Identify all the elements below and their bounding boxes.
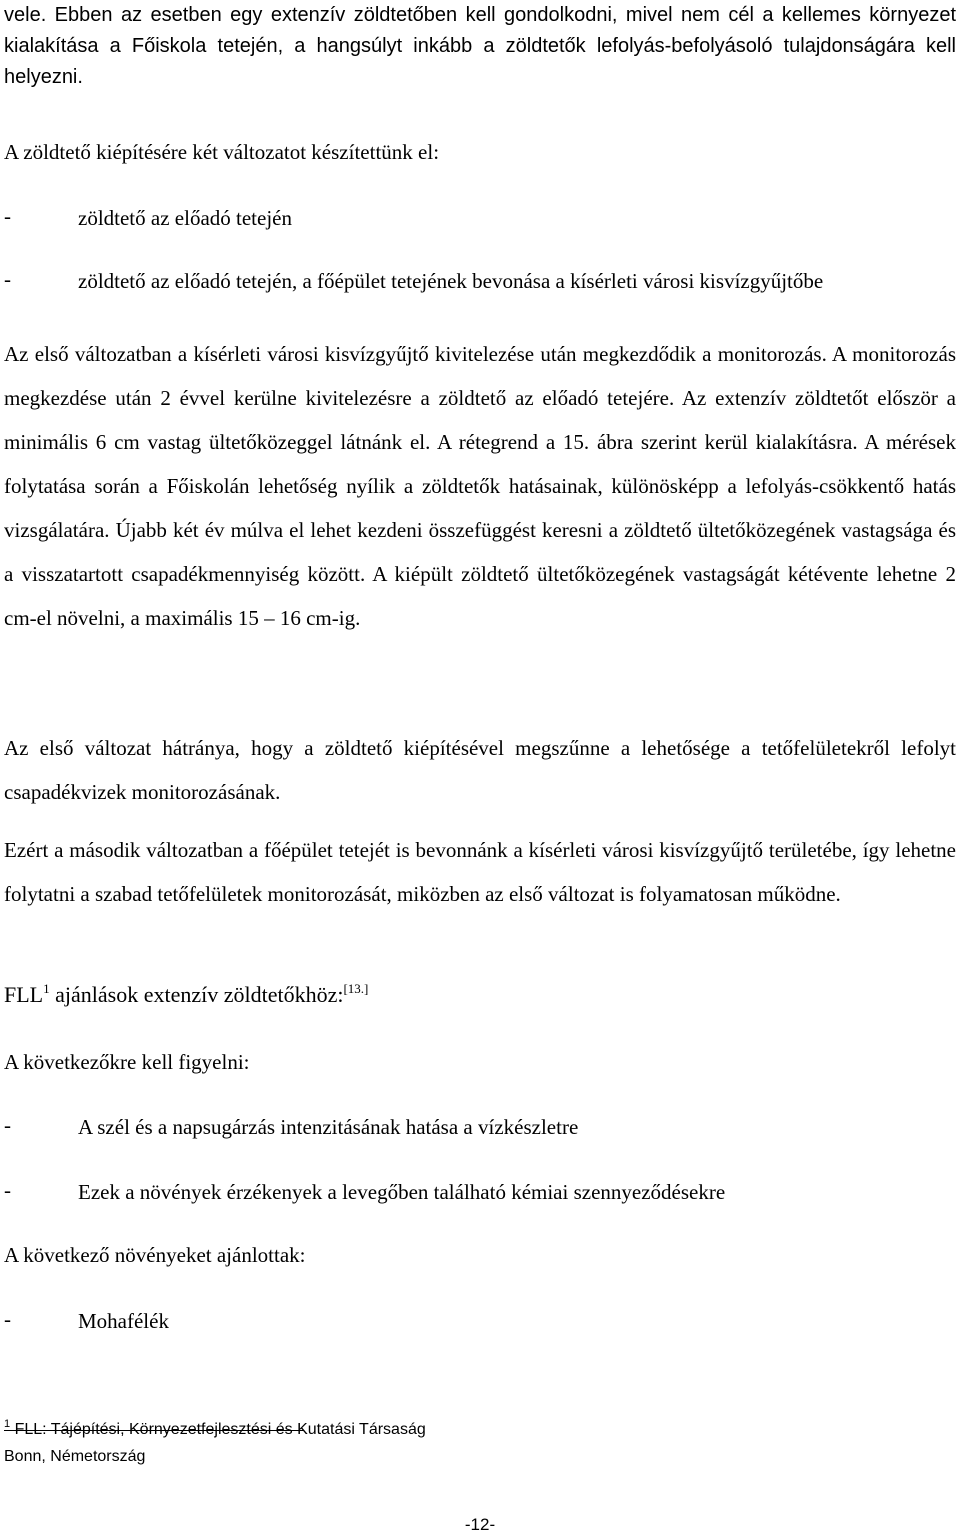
page-number: -12- (464, 1515, 496, 1534)
footnote-mark: 1 (43, 981, 50, 996)
variant-item-1: zöldtető az előadó tetején (78, 206, 292, 230)
list-dash: - (4, 204, 11, 228)
footnote-number: 1 (4, 1418, 11, 1430)
fll-label: FLL (4, 982, 44, 1007)
list-dash: - (4, 1307, 11, 1331)
paragraph-first-variant-drawback: Az első változat hátránya, hogy a zöldtető kiépítésével megszűnne a lehetősége a tetőfelületekről lefolyt csapadékvizek monitorozásának. (4, 736, 956, 804)
plants-item-1: Mohafélék (78, 1309, 169, 1333)
list-dash: - (4, 1178, 11, 1202)
variants-intro: A zöldtető kiépítésére két változatot készítettünk el: (4, 140, 440, 164)
reference-mark: [13.] (343, 981, 369, 996)
fll-heading-text: ajánlások extenzív zöldtetőkhöz: (49, 982, 344, 1007)
paragraph-first-variant: Az első változatban a kísérleti városi kisvízgyűjtő kivitelezése után megkezdődik a monitorozás. A monitorozás megkezdése után 2 évvel kerülne kivitelezésre a zöldtető az előadó tetejére. Az extenzív zöldtetőt először a minimális 6 cm vastag ültetőközeggel látnánk el. A rétegrend a 15. ábra szerint kerül kialakításra. A mérések folytatása során a Főiskolán lehetőség nyílik a zöldtetők hatásainak, különösképp a lefolyás-csökkentő hatás vizsgálatára. Újabb két év múlva el lehet kezdeni összefüggést keresni a zöldtető ültetőközegének vastagsága és a visszatartott csapadékmennyiség között. A kiépült zöldtető ültetőközegének vastagságát kétévente lehetne 2 cm-el növelni, a maximális 15 – 16 cm-ig. (4, 342, 956, 630)
paragraph-second-variant: Ezért a második változatban a főépület tetejét is bevonnánk a kísérleti városi kisvízgyűjtő területébe, így lehetne folytatni a szabad tetőfelületek monitorozását, miközben az első változat is folyamatosan működne. (4, 838, 956, 906)
footnote-text: FLL: Tájépítési, Környezetfejlesztési és Kutatási Társaság (10, 1421, 426, 1438)
footnote-line-2: Bonn, Németország (4, 1448, 146, 1465)
attention-item-2: Ezek a növények érzékenyek a levegőben található kémiai szennyeződésekre (78, 1180, 726, 1204)
attention-item-1: A szél és a napsugárzás intenzitásának hatása a vízkészletre (78, 1115, 579, 1139)
intro-paragraph: vele. Ebben az esetben egy extenzív zöldtetőben kell gondolkodni, mivel nem cél a kellemes környezet kialakítása a Főiskola tetején, a hangsúlyt inkább a zöldtetők lefolyás-befolyásoló tulajdonságára kell helyezni. (4, 4, 956, 88)
footnote-line-1 (4, 1416, 426, 1443)
list-dash: - (4, 1113, 11, 1137)
variant-item-2: zöldtető az előadó tetején, a főépület tetejének bevonása a kísérleti városi kisvízgyűjtőbe (78, 269, 824, 293)
plants-intro: A következő növényeket ajánlottak: (4, 1243, 306, 1267)
attention-intro: A következőkre kell figyelni: (4, 1050, 250, 1074)
fll-heading (4, 982, 368, 1008)
list-dash: - (4, 267, 11, 291)
